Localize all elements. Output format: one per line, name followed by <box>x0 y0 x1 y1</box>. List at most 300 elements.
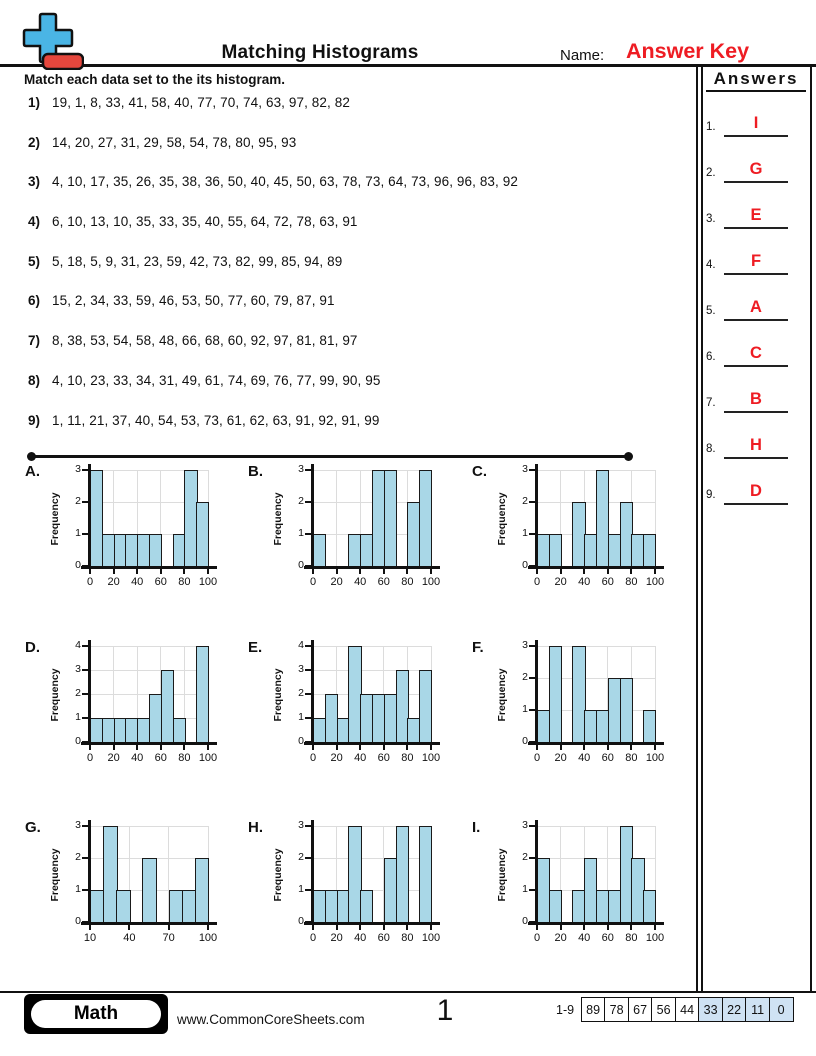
x-tick-label: 80 <box>625 576 638 588</box>
problem-values: 4, 10, 17, 35, 26, 35, 38, 36, 50, 40, 45, 50, 63, 78, 73, 64, 73, 96, 96, 83, 92 <box>52 174 518 190</box>
x-tick-mark <box>583 925 585 930</box>
histogram-f <box>472 638 677 778</box>
y-tick-mark <box>529 677 535 679</box>
y-tick-mark <box>529 889 535 891</box>
chart-letter: F. <box>472 639 484 656</box>
grid-line <box>313 826 431 827</box>
chart-letter: B. <box>248 463 263 480</box>
problem-values: 1, 11, 21, 37, 40, 54, 53, 73, 61, 62, 63, 91, 92, 91, 99 <box>52 412 380 428</box>
histogram-bar <box>643 710 656 744</box>
x-tick-mark <box>406 745 408 750</box>
answer-blank <box>724 158 788 183</box>
y-tick-label: 0 <box>298 915 304 927</box>
x-axis <box>81 742 217 745</box>
score-range-label: 1-9 <box>556 1002 575 1017</box>
problem-number: 9) <box>28 412 41 428</box>
histogram-bar <box>643 534 656 568</box>
y-tick-mark <box>82 533 88 535</box>
section-divider <box>32 455 628 458</box>
problem-item <box>28 332 688 372</box>
footer-rule <box>0 991 816 993</box>
y-tick-label: 1 <box>522 527 528 539</box>
x-tick-mark <box>607 569 609 574</box>
plus-minus-icon <box>20 12 84 75</box>
y-tick-label: 2 <box>298 495 304 507</box>
answer-letter: E <box>750 206 762 224</box>
y-tick-mark <box>305 669 311 671</box>
frequency-axis-label: Frequency <box>272 668 284 722</box>
answer-item <box>704 250 808 280</box>
x-tick-label: 60 <box>154 752 167 764</box>
y-tick-label: 3 <box>522 463 528 475</box>
histogram-bar <box>196 646 209 744</box>
score-cell: 0 <box>769 997 794 1022</box>
x-tick-label: 80 <box>625 932 638 944</box>
grid-line <box>313 858 431 859</box>
problem-values: 14, 20, 27, 31, 29, 58, 54, 78, 80, 95, 93 <box>52 134 297 150</box>
x-tick-mark <box>536 925 538 930</box>
answer-letter: D <box>750 482 762 500</box>
answer-number: 5. <box>706 305 716 317</box>
x-tick-label: 80 <box>178 576 191 588</box>
answer-number: 1. <box>706 121 716 133</box>
y-axis <box>88 640 91 745</box>
chart-letter: I. <box>472 819 481 836</box>
x-tick-label: 20 <box>554 752 567 764</box>
x-tick-label: 20 <box>330 932 343 944</box>
y-tick-label: 3 <box>75 663 81 675</box>
y-tick-label: 0 <box>522 559 528 571</box>
histogram-bar <box>549 534 562 568</box>
x-tick-label: 60 <box>601 752 614 764</box>
y-tick-mark <box>305 717 311 719</box>
answer-item <box>704 388 808 418</box>
histogram-bar <box>549 890 562 924</box>
y-tick-label: 1 <box>75 527 81 539</box>
answer-number: 3. <box>706 213 716 225</box>
y-tick-mark <box>305 825 311 827</box>
x-axis <box>81 566 217 569</box>
x-tick-label: 60 <box>377 752 390 764</box>
answer-key-label: Answer Key <box>626 39 750 63</box>
x-tick-label: 60 <box>601 932 614 944</box>
y-tick-mark <box>82 717 88 719</box>
x-tick-mark <box>406 925 408 930</box>
histogram-c <box>472 462 677 602</box>
x-tick-mark <box>560 569 562 574</box>
grid-line <box>90 670 208 671</box>
histogram-a <box>25 462 230 602</box>
x-tick-label: 0 <box>309 932 317 944</box>
x-tick-label: 100 <box>645 932 665 944</box>
y-tick-label: 2 <box>298 687 304 699</box>
answer-letter: C <box>750 344 762 362</box>
x-tick-label: 40 <box>354 932 367 944</box>
histogram-bar <box>419 826 432 924</box>
y-tick-label: 2 <box>75 687 81 699</box>
name-label: Name: <box>560 47 605 64</box>
x-tick-label: 60 <box>154 576 167 588</box>
x-tick-mark <box>113 569 115 574</box>
header-rule <box>0 64 816 67</box>
problem-values: 6, 10, 13, 10, 35, 33, 35, 40, 55, 64, 72, 78, 63, 91 <box>52 214 358 230</box>
y-axis <box>88 464 91 569</box>
answer-letter: F <box>750 252 762 270</box>
chart-letter: G. <box>25 819 41 836</box>
problems-list <box>28 94 688 451</box>
problem-item <box>28 372 688 412</box>
x-tick-mark <box>430 569 432 574</box>
x-tick-mark <box>359 569 361 574</box>
answer-blank <box>724 434 788 459</box>
problem-values: 8, 38, 53, 54, 58, 48, 66, 68, 60, 92, 97, 81, 81, 97 <box>52 333 358 349</box>
x-tick-mark <box>536 569 538 574</box>
x-tick-mark <box>359 925 361 930</box>
frequency-axis-label: Frequency <box>496 848 508 902</box>
x-tick-label: 100 <box>421 752 441 764</box>
problem-item <box>28 292 688 332</box>
y-tick-mark <box>529 565 535 567</box>
x-tick-label: 20 <box>107 576 120 588</box>
x-tick-mark <box>607 925 609 930</box>
score-cell: 11 <box>745 997 770 1022</box>
x-tick-label: 0 <box>533 576 541 588</box>
chart-letter: A. <box>25 463 40 480</box>
x-tick-label: 60 <box>601 576 614 588</box>
answer-letter: G <box>749 160 763 178</box>
y-tick-label: 0 <box>522 735 528 747</box>
frequency-axis-label: Frequency <box>496 668 508 722</box>
y-tick-mark <box>305 857 311 859</box>
page-number: 1 <box>436 994 454 1027</box>
chart-letter: E. <box>248 639 263 656</box>
score-cell: 67 <box>628 997 653 1022</box>
score-cell: 22 <box>722 997 747 1022</box>
x-tick-label: 80 <box>625 752 638 764</box>
histogram-bar <box>419 670 432 744</box>
histogram-bar <box>549 646 562 744</box>
x-tick-mark <box>336 925 338 930</box>
y-axis <box>535 820 538 925</box>
x-tick-mark <box>630 925 632 930</box>
x-tick-label: 20 <box>330 576 343 588</box>
x-tick-label: 100 <box>645 576 665 588</box>
y-tick-label: 0 <box>75 559 81 571</box>
x-tick-label: 80 <box>401 576 414 588</box>
answer-letter: I <box>753 114 759 132</box>
answer-blank <box>724 296 788 321</box>
histogram-g <box>25 818 230 958</box>
y-tick-label: 3 <box>522 639 528 651</box>
x-tick-label: 40 <box>123 932 136 944</box>
x-tick-mark <box>383 745 385 750</box>
y-tick-mark <box>305 565 311 567</box>
x-tick-label: 40 <box>354 752 367 764</box>
y-tick-mark <box>305 645 311 647</box>
page-right-border <box>810 66 812 992</box>
x-tick-mark <box>654 745 656 750</box>
x-tick-label: 0 <box>533 752 541 764</box>
math-badge-label: Math <box>31 1000 161 1028</box>
x-axis <box>304 566 440 569</box>
histogram-bar <box>643 890 656 924</box>
answer-item <box>704 204 808 234</box>
y-tick-label: 1 <box>522 703 528 715</box>
y-axis <box>311 820 314 925</box>
y-tick-label: 0 <box>75 735 81 747</box>
website-text: www.CommonCoreSheets.com <box>177 1012 365 1027</box>
x-axis <box>81 922 217 925</box>
problem-values: 5, 18, 5, 9, 31, 23, 59, 42, 73, 82, 99, 85, 94, 89 <box>52 253 343 269</box>
frequency-axis-label: Frequency <box>49 668 61 722</box>
frequency-axis-label: Frequency <box>49 492 61 546</box>
x-tick-label: 0 <box>309 752 317 764</box>
y-tick-mark <box>529 857 535 859</box>
y-tick-label: 3 <box>298 663 304 675</box>
math-badge <box>24 994 168 1034</box>
score-cell: 78 <box>604 997 629 1022</box>
x-tick-label: 20 <box>554 576 567 588</box>
y-tick-mark <box>82 857 88 859</box>
problem-values: 19, 1, 8, 33, 41, 58, 40, 77, 70, 74, 63, 97, 82, 82 <box>52 95 350 110</box>
x-tick-mark <box>312 925 314 930</box>
x-tick-mark <box>128 925 130 930</box>
y-tick-mark <box>82 825 88 827</box>
x-tick-mark <box>583 569 585 574</box>
y-tick-mark <box>82 693 88 695</box>
problem-number: 3) <box>28 174 41 190</box>
y-tick-mark <box>82 469 88 471</box>
y-tick-label: 3 <box>522 819 528 831</box>
x-tick-mark <box>136 745 138 750</box>
x-tick-mark <box>89 925 91 930</box>
x-tick-label: 0 <box>86 576 94 588</box>
problem-number: 4) <box>28 214 41 230</box>
x-tick-mark <box>583 745 585 750</box>
problem-number: 2) <box>28 134 41 150</box>
problem-number: 1) <box>28 95 41 110</box>
y-tick-mark <box>529 741 535 743</box>
grid-line <box>336 470 337 566</box>
score-strip <box>556 997 794 1022</box>
answer-item <box>704 480 808 510</box>
y-tick-mark <box>82 645 88 647</box>
y-tick-mark <box>305 921 311 923</box>
histogram-bar <box>620 678 633 744</box>
score-cell: 56 <box>651 997 676 1022</box>
y-tick-label: 2 <box>522 671 528 683</box>
x-tick-mark <box>160 569 162 574</box>
answer-item <box>704 342 808 372</box>
y-tick-label: 0 <box>522 915 528 927</box>
problem-values: 15, 2, 34, 33, 59, 46, 53, 50, 77, 60, 79, 87, 91 <box>52 293 335 309</box>
y-tick-mark <box>305 533 311 535</box>
x-tick-label: 100 <box>645 752 665 764</box>
histogram-bar <box>419 470 432 568</box>
x-tick-label: 20 <box>554 932 567 944</box>
y-tick-label: 2 <box>522 851 528 863</box>
x-tick-label: 0 <box>309 576 317 588</box>
y-tick-label: 1 <box>298 883 304 895</box>
x-tick-mark <box>630 745 632 750</box>
x-tick-mark <box>168 925 170 930</box>
answer-blank <box>724 250 788 275</box>
y-tick-mark <box>82 565 88 567</box>
y-axis <box>535 640 538 745</box>
y-tick-mark <box>529 645 535 647</box>
answer-number: 7. <box>706 397 716 409</box>
x-tick-mark <box>312 569 314 574</box>
x-tick-label: 60 <box>377 932 390 944</box>
problem-item <box>28 412 688 452</box>
histogram-i <box>472 818 677 958</box>
answer-number: 9. <box>706 489 716 501</box>
y-tick-mark <box>529 501 535 503</box>
answer-number: 6. <box>706 351 716 363</box>
answers-title: Answers <box>706 69 806 92</box>
problem-item <box>28 173 688 213</box>
y-tick-mark <box>82 501 88 503</box>
x-tick-mark <box>430 745 432 750</box>
histogram-bar <box>384 470 397 568</box>
x-axis <box>528 742 664 745</box>
x-tick-label: 0 <box>86 752 94 764</box>
grid-line <box>537 826 655 827</box>
answer-blank <box>724 388 788 413</box>
y-tick-label: 3 <box>298 819 304 831</box>
x-axis <box>304 922 440 925</box>
y-tick-label: 2 <box>522 495 528 507</box>
chart-letter: H. <box>248 819 263 836</box>
answer-item <box>704 112 808 142</box>
y-tick-mark <box>305 501 311 503</box>
grid-line <box>313 670 431 671</box>
x-tick-label: 100 <box>421 932 441 944</box>
y-tick-label: 3 <box>298 463 304 475</box>
x-tick-mark <box>406 569 408 574</box>
x-tick-mark <box>312 745 314 750</box>
x-tick-mark <box>160 745 162 750</box>
answer-letter: H <box>750 436 762 454</box>
answer-letter: B <box>750 390 762 408</box>
frequency-axis-label: Frequency <box>272 492 284 546</box>
x-tick-mark <box>113 745 115 750</box>
problem-number: 5) <box>28 253 41 269</box>
x-tick-mark <box>654 925 656 930</box>
x-tick-label: 80 <box>401 932 414 944</box>
problem-values: 4, 10, 23, 33, 34, 31, 49, 61, 74, 69, 76, 77, 99, 90, 95 <box>52 372 381 388</box>
y-axis <box>535 464 538 569</box>
y-tick-mark <box>82 669 88 671</box>
frequency-axis-label: Frequency <box>49 848 61 902</box>
x-tick-label: 80 <box>401 752 414 764</box>
x-tick-mark <box>430 925 432 930</box>
y-tick-label: 1 <box>522 883 528 895</box>
y-tick-label: 1 <box>298 711 304 723</box>
x-tick-mark <box>136 569 138 574</box>
score-cell: 33 <box>698 997 723 1022</box>
x-tick-mark <box>536 745 538 750</box>
y-tick-label: 2 <box>75 495 81 507</box>
problem-number: 7) <box>28 333 41 349</box>
score-cell: 89 <box>581 997 606 1022</box>
x-tick-label: 60 <box>377 576 390 588</box>
x-tick-mark <box>383 569 385 574</box>
y-tick-label: 1 <box>298 527 304 539</box>
chart-letter: D. <box>25 639 40 656</box>
x-tick-mark <box>207 569 209 574</box>
y-axis <box>311 464 314 569</box>
y-tick-label: 3 <box>75 819 81 831</box>
y-tick-mark <box>529 825 535 827</box>
y-tick-label: 4 <box>75 639 81 651</box>
y-tick-label: 2 <box>298 851 304 863</box>
x-tick-mark <box>207 925 209 930</box>
x-tick-label: 40 <box>354 576 367 588</box>
histogram-bar <box>149 534 162 568</box>
answer-item <box>704 434 808 464</box>
x-tick-label: 20 <box>107 752 120 764</box>
x-tick-mark <box>560 925 562 930</box>
x-tick-label: 40 <box>578 576 591 588</box>
y-tick-mark <box>529 469 535 471</box>
score-cells <box>582 997 794 1022</box>
x-tick-mark <box>89 745 91 750</box>
x-tick-mark <box>207 745 209 750</box>
problem-item <box>28 253 688 293</box>
x-tick-label: 100 <box>421 576 441 588</box>
answer-number: 2. <box>706 167 716 179</box>
histogram-bar <box>142 858 157 924</box>
grid-line <box>90 646 208 647</box>
grid-line <box>313 646 431 647</box>
y-tick-label: 0 <box>75 915 81 927</box>
y-tick-label: 1 <box>75 711 81 723</box>
problem-item <box>28 213 688 253</box>
y-tick-mark <box>529 709 535 711</box>
answer-item <box>704 296 808 326</box>
y-tick-label: 0 <box>298 559 304 571</box>
histogram-d <box>25 638 230 778</box>
x-tick-mark <box>607 745 609 750</box>
answer-blank <box>724 112 788 137</box>
x-tick-label: 100 <box>198 932 218 944</box>
score-cell: 44 <box>675 997 700 1022</box>
x-tick-mark <box>336 745 338 750</box>
x-tick-label: 70 <box>162 932 175 944</box>
frequency-axis-label: Frequency <box>272 848 284 902</box>
y-tick-label: 4 <box>298 639 304 651</box>
y-tick-label: 0 <box>298 735 304 747</box>
histogram-bar <box>313 534 326 568</box>
x-tick-label: 100 <box>198 576 218 588</box>
y-axis <box>311 640 314 745</box>
problem-item <box>28 134 688 174</box>
histogram-b <box>248 462 453 602</box>
x-tick-label: 100 <box>198 752 218 764</box>
x-tick-mark <box>89 569 91 574</box>
histogram-bar <box>360 890 373 924</box>
y-tick-mark <box>82 889 88 891</box>
y-tick-label: 2 <box>75 851 81 863</box>
y-tick-mark <box>82 921 88 923</box>
y-tick-mark <box>529 921 535 923</box>
histogram-bar <box>173 718 186 744</box>
instruction-text: Match each data set to the its histogram. <box>24 72 286 87</box>
answer-blank <box>724 480 788 505</box>
x-tick-mark <box>359 745 361 750</box>
answer-blank <box>724 204 788 229</box>
